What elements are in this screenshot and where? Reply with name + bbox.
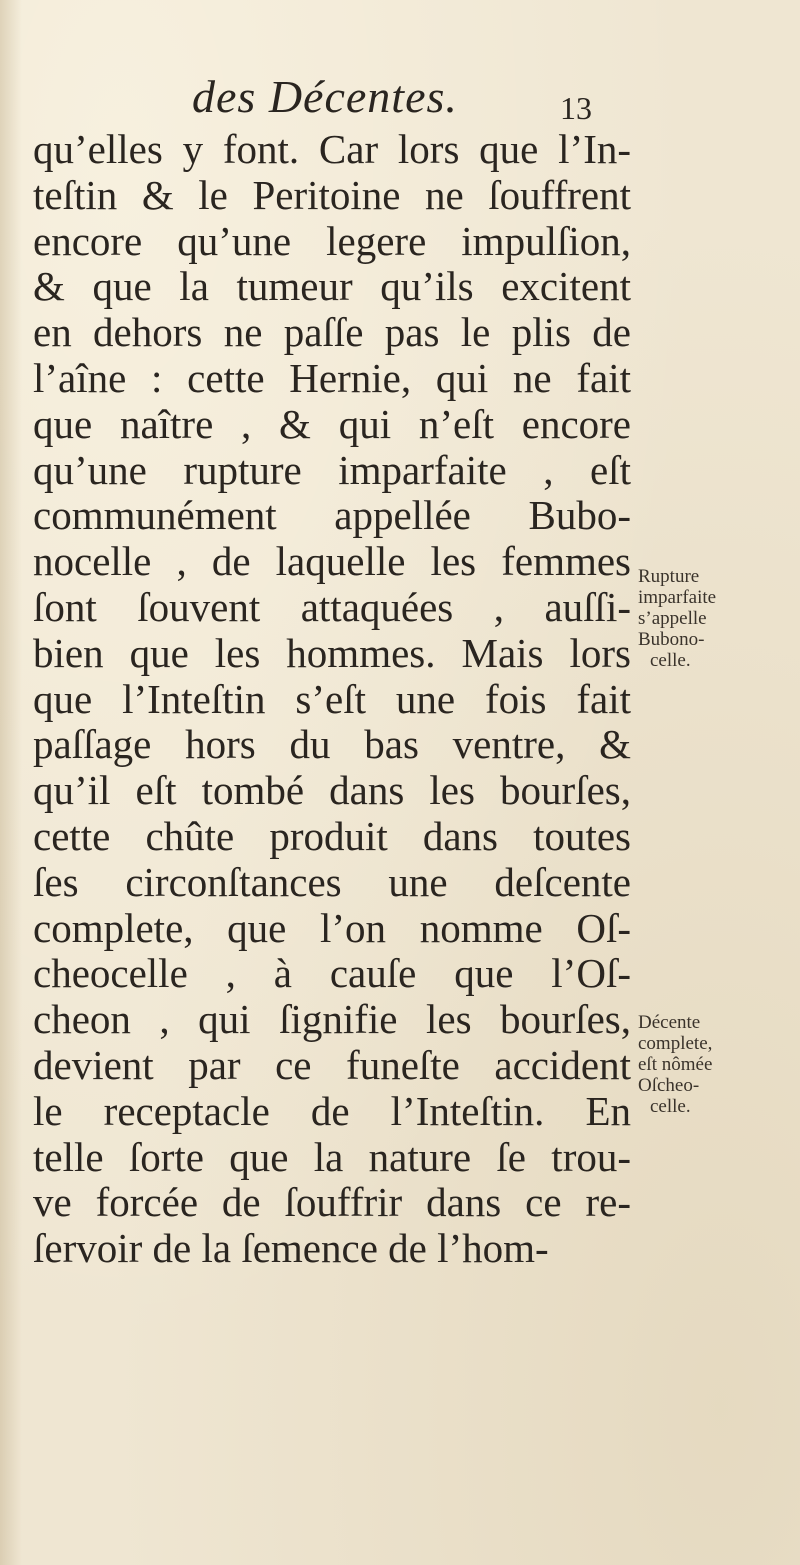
page-edge-shadow	[0, 0, 22, 1565]
text-line: nocelle , de laquelle les femmes	[33, 538, 631, 585]
body-text	[33, 127, 633, 1272]
text-line: devient par ce funeſte accident	[33, 1041, 631, 1088]
margin-note-line: complete,	[638, 1033, 713, 1054]
page-header-title: des Décentes.	[192, 71, 458, 122]
margin-note-line: imparfaite	[638, 587, 717, 608]
running-head	[0, 70, 800, 130]
margin-note-oscheocelle	[638, 1012, 712, 1117]
text-line: telle ſorte que la nature ſe trou-	[33, 1133, 631, 1180]
text-line: le receptacle de l’Inteſtin. En	[33, 1087, 631, 1134]
text-line: qu’elles y font. Car lors que l’In-	[33, 126, 631, 172]
text-line: ſes circonſtances une deſcente	[33, 858, 631, 905]
margin-note-line: eſt nômée	[638, 1054, 713, 1075]
text-line: en dehors ne paſſe pas le plis de	[33, 309, 631, 356]
text-line: paſſage hors du bas ventre, &	[33, 721, 631, 768]
margin-note-line: Décente	[638, 1012, 701, 1033]
margin-note-line: s’appelle	[638, 608, 707, 629]
margin-note-bubonocelle	[638, 566, 716, 671]
margin-note-line: Bubono-	[638, 629, 705, 650]
margin-note-line: Rupture	[638, 566, 700, 587]
page-number: 13	[560, 90, 592, 126]
text-line: ſont ſouvent attaquées , auſſi-	[33, 583, 631, 630]
text-line: que naître , & qui n’eſt encore	[33, 400, 631, 447]
text-line: qu’il eſt tombé dans les bourſes,	[33, 767, 631, 814]
text-line: cheocelle , à cauſe que l’Oſ-	[33, 950, 631, 997]
text-line: encore qu’une legere impulſion,	[33, 217, 631, 264]
text-line: cheon , qui ſignifie les bourſes,	[33, 996, 631, 1043]
text-line: cette chûte produit dans toutes	[33, 812, 631, 859]
margin-note-line: celle.	[650, 1096, 691, 1117]
text-line: ſervoir de la ſemence de l’hom-	[33, 1225, 549, 1272]
text-line: teſtin & le Peritoine ne ſouffrent	[33, 171, 631, 218]
margin-note-line: celle.	[650, 650, 691, 671]
text-line: ve forcée de ſouffrir dans ce re-	[33, 1179, 631, 1226]
text-line: l’aîne : cette Hernie, qui ne fait	[33, 354, 631, 401]
margin-note-line: Oſcheo-	[638, 1075, 700, 1096]
text-line: qu’une rupture imparfaite , eſt	[33, 446, 631, 493]
text-line: communément appellée Bubo-	[33, 492, 631, 539]
text-line: que l’Inteſtin s’eſt une fois fait	[33, 675, 631, 722]
text-line: complete, que l’on nomme Oſ-	[33, 904, 631, 951]
text-line: & que la tumeur qu’ils excitent	[33, 263, 631, 310]
text-line: bien que les hommes. Mais lors	[33, 629, 631, 676]
